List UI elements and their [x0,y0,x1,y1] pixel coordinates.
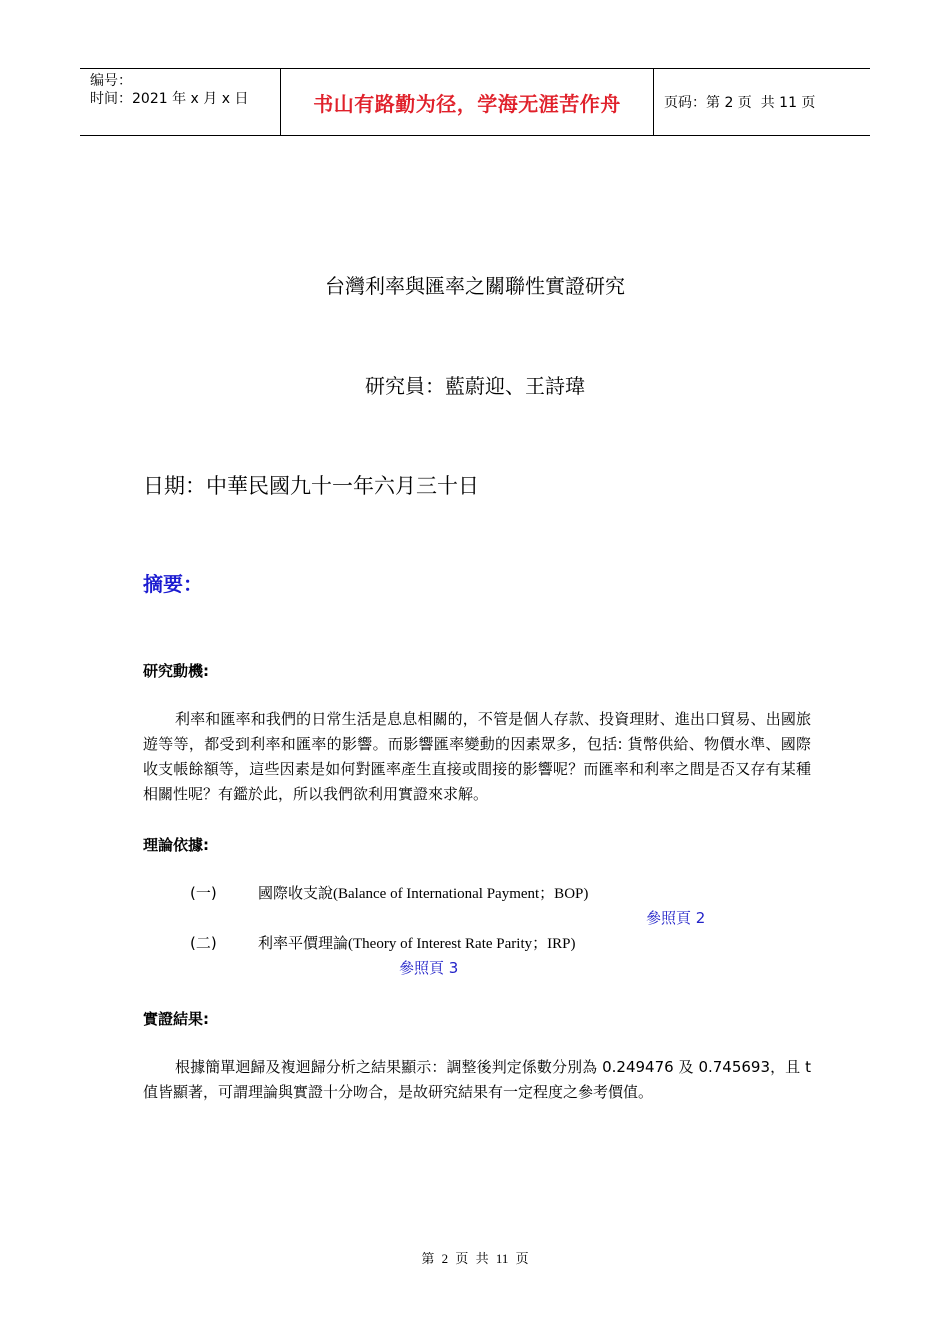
page-header [80,68,870,136]
motivation-heading: 研究動機: [143,662,209,680]
theory-item-1-reference-text: 參照頁 2 [646,909,706,927]
header-left-cell [80,69,281,135]
theory-item-2-number: (二) [190,934,217,952]
theory-heading: 理論依據: [143,836,209,854]
theory-item-1-name: 國際收支說 [258,884,334,902]
theory-item-1-number: (一) [190,884,217,902]
theory-item-1-english: (Balance of International Payment；BOP) [333,886,589,902]
header-motto: 书山有路勤为径，学海无涯苦作舟 [281,69,654,135]
abstract-heading: 摘要： [143,572,203,596]
theory-item-1 [258,882,588,903]
theory-item-2-reference-text: 參照頁 3 [399,959,459,977]
document-title: 台灣利率與匯率之關聯性實證研究 [325,274,625,298]
theory-item-2-reference-link[interactable] [399,957,458,978]
header-page-info: 页码：第 2 页 共 11 页 [664,95,816,111]
document-time-label: 时间：2021 年 x 月 x 日 [90,91,249,107]
theory-item-2 [258,932,575,953]
document-date: 日期：中華民國九十一年六月三十日 [143,474,479,498]
theory-item-1-reference-link[interactable] [646,907,705,928]
theory-item-2-name: 利率平價理論 [258,934,349,952]
page-footer: 第 2 页 共 11 页 [421,1251,529,1266]
motivation-body: 利率和匯率和我們的日常生活是息息相關的，不管是個人存款、投資理財、進出口貿易、出國旅遊等等，都受到利率和匯率的影響。而影響匯率變動的因素眾多，包括: 貨幣供給、物價水準、國際收支帳餘額等，這些因素是如何對匯率產生直接或間接的影響呢？而匯率和利率之間是否又存有某種相關性呢？有鑑於此，所以我們欲利用實證來求解。 [143,710,811,803]
document-number-label: 编号： [90,73,132,89]
theory-item-2-english: (Theory of Interest Rate Parity；IRP) [348,936,576,952]
document-researchers: 研究員：藍蔚迎、王詩瑋 [365,374,585,398]
results-body: 根據簡單迴歸及複迴歸分析之結果顯示：調整後判定係數分別為 0.249476 及 0.745693，且 t 值皆顯著，可謂理論與實證十分吻合，是故研究結果有一定程度之參考價值。 [143,1058,811,1101]
results-heading: 實證結果: [143,1010,209,1028]
